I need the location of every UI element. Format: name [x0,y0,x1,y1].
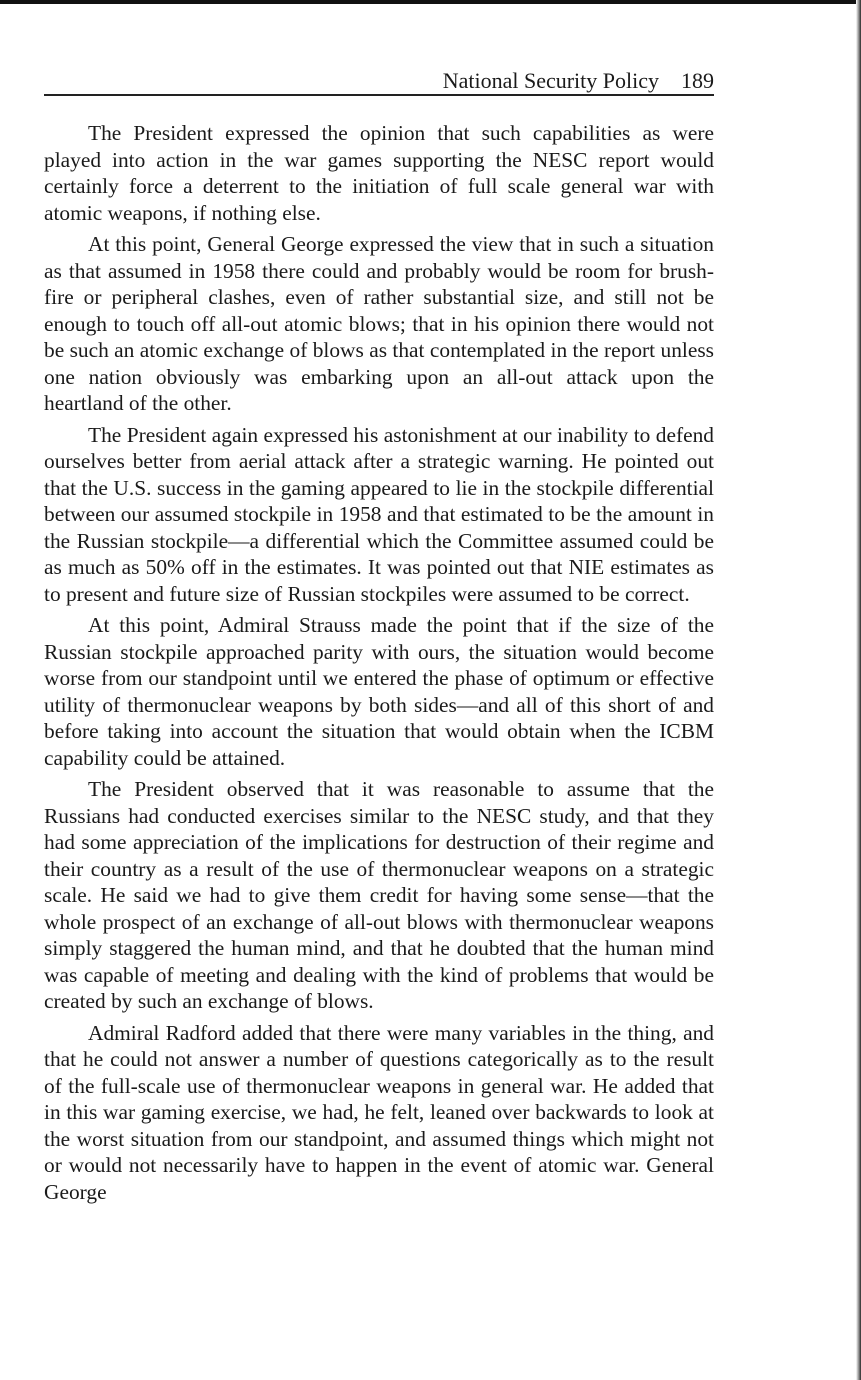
page-number: 189 [681,68,714,93]
paragraph: The President observed that it was reasonable to assume that the Russians had conducted exercises similar to the NESC study, and that they had some appreciation of the implications for destruction of their regime and their country as a result of the use of thermonuclear weapons on a strategic scale. He said we had to give them credit for having some sense—that the whole prospect of an exchange of all-out blows with thermonuclear weapons simply staggered the human mind, and that he doubted that the human mind was capable of meeting and dealing with the kind of problems that would be created by such an exchange of blows. [44,777,714,1013]
paragraph: The President expressed the opinion that such capabilities as were played into action in the war games supporting the NESC report would certainly force a deterrent to the initiation of full scale general war with atomic weapons, if nothing else. [44,121,714,225]
page-top-border [0,0,861,4]
paragraph: At this point, Admiral Strauss made the point that if the size of the Russian stockpile approached parity with ours, the situation would become worse from our standpoint until we entered the phase of optimum or effective utility of thermonuclear weapons by both sides—and all of this short of and before taking into account the situation that would obtain when the ICBM capability could be attained. [44,613,714,770]
running-head-title: National Security Policy [442,68,659,93]
paragraph: At this point, General George expressed the view that in such a situation as that assumed in 1958 there could and probably would be room for brush-fire or peripheral clashes, even of rather substantial size, and still not be enough to touch off all-out atomic blows; that in his opinion there would not be such an atomic exchange of blows as that contemplated in the report unless one nation obviously was embarking upon an all-out attack upon the heartland of the other. [44,232,714,415]
paragraph: Admiral Radford added that there were many variables in the thing, and that he could not answer a number of questions categorically as to the result of the full-scale use of thermonuclear weapons in general war. He added that in this war gaming exercise, we had, he felt, leaned over backwards to look at the worst situation from our standpoint, and assumed things which might not or would not necessarily have to happen in the event of atomic war. General George [44,1020,714,1204]
paragraph: The President again expressed his astonishment at our inability to defend ourselves better from aerial attack after a strategic warning. He pointed out that the U.S. success in the gaming appeared to lie in the stockpile differential between our assumed stockpile in 1958 and that estimated to be the amount in the Russian stockpile—a differential which the Committee assumed could be as much as 50% off in the estimates. It was pointed out that NIE estimates as to present and future size of Russian stockpiles were assumed to be correct. [44,422,714,606]
running-head [44,66,714,96]
page-right-edge [856,0,861,1380]
body-text [44,120,714,1210]
